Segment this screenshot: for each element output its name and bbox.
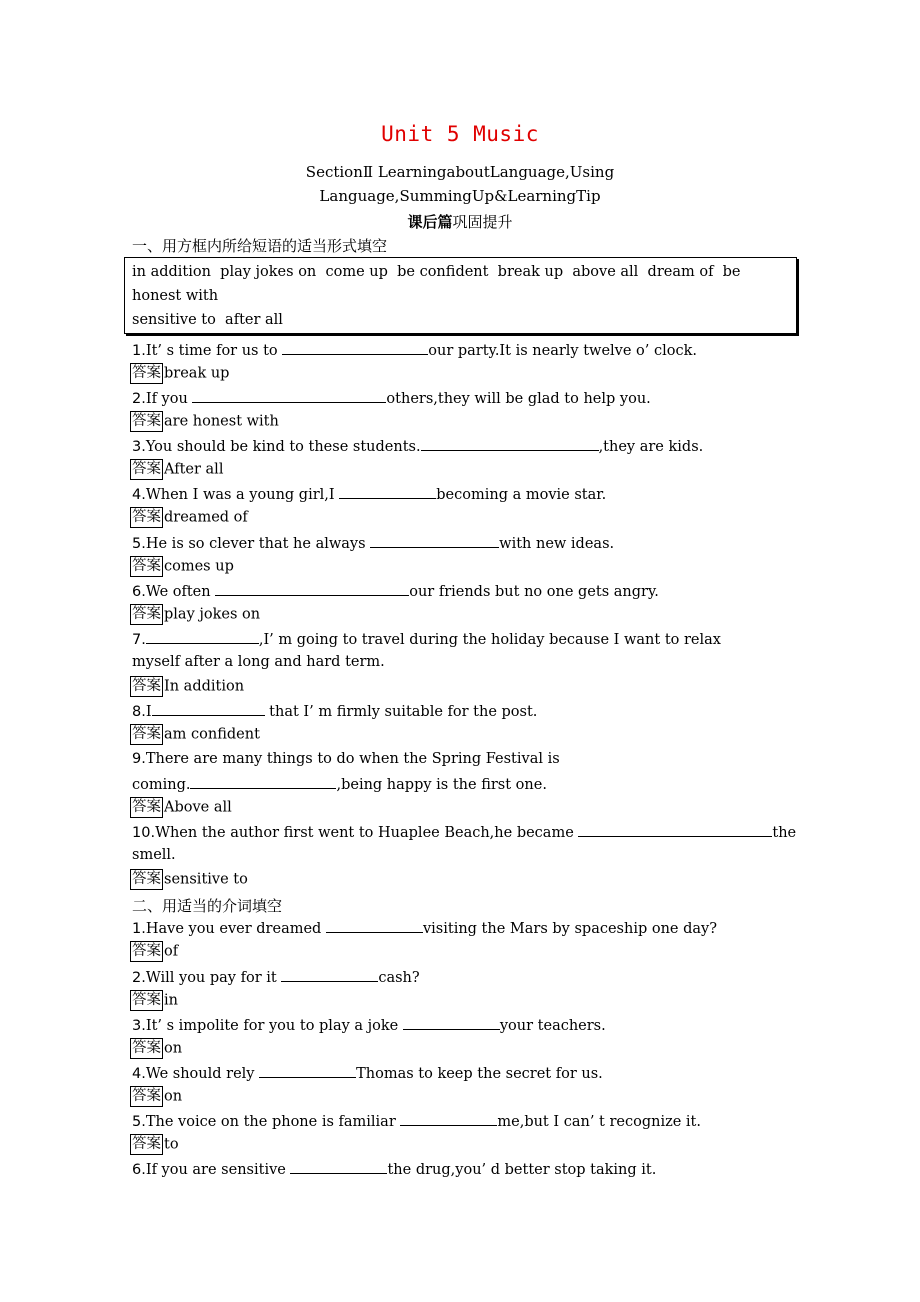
question-text: becoming a movie star. [436,487,607,503]
question-number: 2. [132,970,146,986]
question-number: 7. [132,632,146,648]
answer-text: comes up [164,558,234,575]
answer-blank[interactable] [259,1064,356,1078]
phrase-box-line: honest with [132,288,219,304]
answer-tag: 答案 [130,797,163,818]
question-text: Have you ever dreamed [145,921,326,937]
section-subtitle-line1: SectionⅡ LearningaboutLanguage,Using [305,163,615,181]
question-text: the [772,825,797,841]
answer-text: on [164,1088,183,1105]
question-text: He is so clever that he always [145,536,371,552]
p2-answer-row-1 [130,941,178,963]
question-text: with new ideas. [499,536,615,552]
answer-text: break up [164,365,230,382]
question-text: When I was a young girl,I [145,487,340,503]
question-text: The voice on the phone is familiar [145,1114,401,1130]
question-number: 1. [132,921,146,937]
phrase-box [124,257,797,334]
answer-blank[interactable] [290,1160,387,1174]
answer-tag: 答案 [130,1038,163,1059]
answer-blank[interactable] [282,341,428,355]
answer-tag: 答案 [130,869,163,890]
question-text: our friends but no one gets angry. [409,584,659,600]
question-7-line2: myself after a long and hard term. [132,654,385,670]
answer-blank[interactable] [146,630,259,644]
answer-row-10 [130,869,248,891]
answer-row-5 [130,556,234,578]
question-text: cash? [378,970,420,986]
answer-tag: 答案 [130,941,163,962]
answer-row-8 [130,724,260,746]
answer-tag: 答案 [130,411,163,432]
part2-heading: 二、用适当的介词填空 [132,897,283,915]
answer-row-3 [130,459,223,481]
question-3 [132,437,703,455]
question-text: You should be kind to these students. [145,439,421,455]
answer-text: sensitive to [164,871,248,888]
question-text: visiting the Mars by spaceship one day? [422,921,717,937]
answer-blank[interactable] [215,582,409,596]
phrase-box-line: in addition play jokes on come up be confident break up above all dream of be [132,264,741,280]
p2-question-3 [132,1016,606,1034]
answer-tag: 答案 [130,604,163,625]
question-1 [132,341,697,359]
answer-tag: 答案 [130,676,163,697]
question-number: 4. [132,1066,146,1082]
answer-blank[interactable] [326,919,423,933]
answer-row-7 [130,676,244,698]
answer-tag: 答案 [130,363,163,384]
answer-tag: 答案 [130,1134,163,1155]
answer-text: play jokes on [164,606,261,623]
question-text: that I’ m firmly suitable for the post. [264,704,538,720]
answer-blank[interactable] [370,534,499,548]
answer-text: to [164,1136,179,1153]
question-text: ,being happy is the first one. [336,777,547,793]
answer-text: After all [164,461,224,478]
page-title: Unit 5 Music [381,122,539,146]
answer-text: are honest with [164,413,279,430]
question-number: 5. [132,536,146,552]
question-text: the drug,you’ d better stop taking it. [387,1162,657,1178]
question-text: our party.It is nearly twelve o’ clock. [428,343,698,359]
answer-row-9 [130,797,232,819]
question-text: me,but I can’ t recognize it. [497,1114,701,1130]
question-number: 4. [132,487,146,503]
question-number: 8. [132,704,146,720]
question-text: We often [145,584,216,600]
question-text: We should rely [145,1066,260,1082]
p2-question-4 [132,1064,603,1082]
question-text: your teachers. [499,1018,606,1034]
question-text: coming. [132,777,191,793]
answer-blank[interactable] [421,437,599,451]
answer-text: Above all [164,799,232,816]
question-text: Will you pay for it [145,970,282,986]
answer-row-4 [130,507,248,529]
question-number: 2. [132,391,146,407]
part1-heading: 一、用方框内所给短语的适当形式填空 [132,237,388,255]
question-number: 1. [132,343,146,359]
question-4 [132,485,606,503]
question-10-line2: smell. [132,847,176,863]
question-number: 5. [132,1114,146,1130]
answer-tag: 答案 [130,556,163,577]
answer-blank[interactable] [192,389,386,403]
subtitle-rest: 巩固提升 [452,213,513,231]
p2-question-1 [132,919,717,937]
question-text: others,they will be glad to help you. [386,391,651,407]
answer-blank[interactable] [281,968,378,982]
question-text: ,I’ m going to travel during the holiday because I want to relax [258,632,721,648]
answer-tag: 答案 [130,459,163,480]
question-7 [132,630,721,648]
question-number: 3. [132,1018,146,1034]
answer-tag: 答案 [130,990,163,1011]
question-9-line2 [132,775,547,793]
question-text: It’ s time for us to [145,343,283,359]
question-text: ,they are kids. [598,439,704,455]
subtitle-bold: 课后篇 [407,213,453,231]
question-text: It’ s impolite for you to play a joke [145,1018,403,1034]
answer-text: in [164,992,178,1009]
answer-blank[interactable] [152,702,265,716]
answer-text: of [164,943,179,960]
p2-question-2 [132,968,420,986]
answer-tag: 答案 [130,507,163,528]
question-6 [132,582,659,600]
answer-blank[interactable] [578,823,772,837]
p2-answer-row-5 [130,1134,179,1156]
question-2 [132,389,651,407]
answer-blank[interactable] [190,775,336,789]
p2-question-5 [132,1112,701,1130]
question-number: 9. [132,751,146,767]
answer-row-2 [130,411,279,433]
answer-text: on [164,1040,183,1057]
question-number: 6. [132,584,146,600]
question-text: There are many things to do when the Spring Festival is [145,751,560,767]
answer-row-6 [130,604,260,626]
question-number: 6. [132,1162,146,1178]
question-text: If you are sensitive [145,1162,291,1178]
answer-blank[interactable] [403,1016,500,1030]
question-5 [132,534,614,552]
p2-answer-row-2 [130,990,178,1012]
answer-text: am confident [164,726,260,743]
section-subtitle-line2: Language,SummingUp&LearningTip [319,187,601,205]
answer-tag: 答案 [130,724,163,745]
answer-row-1 [130,363,229,385]
question-number: 3. [132,439,146,455]
p2-answer-row-3 [130,1038,182,1060]
p2-answer-row-4 [130,1086,182,1108]
question-8 [132,702,537,720]
question-text: I [145,704,152,720]
answer-blank[interactable] [339,485,436,499]
section-subtitle-line3 [0,211,920,232]
answer-text: dreamed of [164,509,248,526]
question-9 [132,751,560,767]
phrase-box-line: sensitive to after all [132,312,283,328]
question-number: 10. [132,825,156,841]
question-text: When the author first went to Huaplee Beach,he became [155,825,579,841]
answer-blank[interactable] [400,1112,497,1126]
question-10 [132,823,796,841]
question-text: If you [145,391,193,407]
answer-tag: 答案 [130,1086,163,1107]
p2-question-6 [132,1160,656,1178]
question-text: Thomas to keep the secret for us. [356,1066,603,1082]
answer-text: In addition [164,678,245,695]
